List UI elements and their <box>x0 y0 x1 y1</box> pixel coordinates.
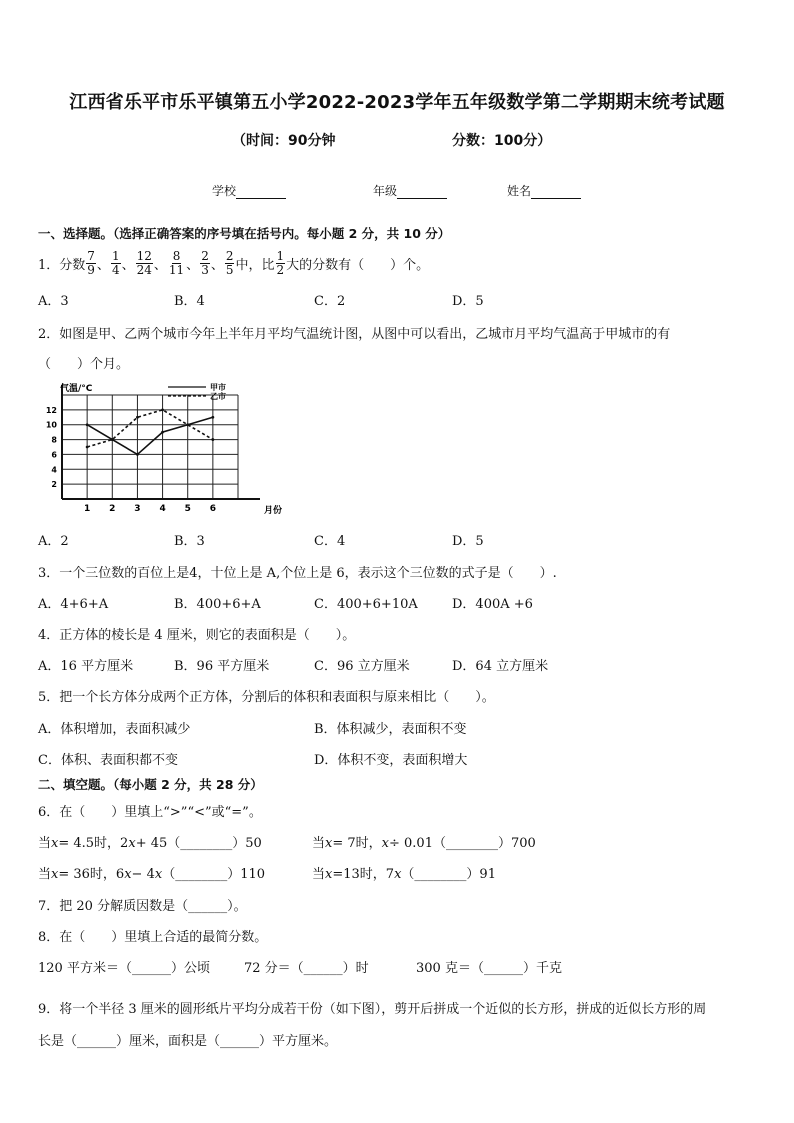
q4-option-b[interactable]: B．96 平方厘米 <box>174 659 270 674</box>
q4-option-a[interactable]: A．16 平方厘米 <box>38 659 134 674</box>
exam-time: （时间：90分钟 <box>232 133 336 149</box>
fraction: $\frac{8}{11}$ <box>168 248 185 277</box>
y-tick-label: 4 <box>51 465 57 475</box>
q8-item-1[interactable]: 120 平方米＝（______）公顷 <box>38 961 210 976</box>
q6-item-2[interactable]: 当x= 7时，x÷ 0.01（________）700 <box>312 836 536 851</box>
x-tick-label: 6 <box>209 504 216 514</box>
q5-option-a[interactable]: A．体积增加，表面积减少 <box>38 722 191 737</box>
exam-score: 分数：100分） <box>452 133 552 149</box>
temperature-line-chart <box>38 381 298 521</box>
data-point <box>161 431 164 434</box>
q6-item-1[interactable]: 当x= 4.5时，2x+ 45（________）50 <box>38 836 262 851</box>
question-2-cont: （ ）个月。 <box>38 357 130 372</box>
q4-option-d[interactable]: D．64 立方厘米 <box>452 659 549 674</box>
data-point <box>86 446 89 449</box>
question-5: 5．把一个长方体分成两个正方体，分割后的体积和表面积与原来相比（ ）。 <box>38 690 495 705</box>
question-4: 4．正方体的棱长是 4 厘米，则它的表面积是（ ）。 <box>38 628 356 643</box>
question-1: 1．分数 $\frac{7}{9}$ 、 $\frac{1}{4}$ 、 $\frac{12}{24}$ 、 $\frac{8}{11}$ 、 $\frac{2}{3}$ 、 $\frac{2}{5}$ 中，比 $\frac{1}{2}$ 大的分数有（ ）个。 <box>38 248 430 277</box>
data-point <box>161 408 164 411</box>
reference-fraction: $\frac{1}{2}$ <box>276 248 285 277</box>
school-field[interactable] <box>212 182 286 199</box>
q3-option-c[interactable]: C．400+6+10A <box>314 597 418 612</box>
series-line <box>87 410 213 447</box>
y-tick-label: 6 <box>51 450 57 460</box>
data-point <box>111 438 114 441</box>
fraction: $\frac{1}{4}$ <box>111 248 120 277</box>
x-tick-label: 5 <box>184 504 191 514</box>
exam-title: 江西省乐平市乐平镇第五小学2022-2023学年五年级数学第二学期期末统考试题 <box>69 92 725 113</box>
q5-option-b[interactable]: B．体积减少，表面积不变 <box>314 722 467 737</box>
grade-label: 年级 <box>373 184 398 198</box>
name-field[interactable] <box>507 182 581 199</box>
q1-option-b[interactable]: B．4 <box>174 294 205 309</box>
legend-label: 甲市 <box>210 383 226 392</box>
section1-heading: 一、选择题。（选择正确答案的序号填在括号内。每小题 2 分，共 10 分） <box>38 226 451 241</box>
name-label: 姓名 <box>507 184 532 198</box>
data-point <box>211 416 214 419</box>
y-tick-label: 12 <box>45 405 57 415</box>
fraction: $\frac{2}{5}$ <box>225 248 234 277</box>
q2-option-a[interactable]: A．2 <box>38 534 69 549</box>
q1-option-c[interactable]: C．2 <box>314 294 346 309</box>
q3-option-d[interactable]: D．400A +6 <box>452 597 533 612</box>
q1-option-a[interactable]: A．3 <box>38 294 69 309</box>
q1-option-d[interactable]: D．5 <box>452 294 484 309</box>
q3-option-b[interactable]: B．400+6+A <box>174 597 261 612</box>
q8-item-3[interactable]: 300 克＝（______）千克 <box>416 961 562 976</box>
grade-field[interactable] <box>373 182 447 199</box>
q5-option-c[interactable]: C．体积、表面积都不变 <box>38 753 178 768</box>
q3-option-a[interactable]: A．4+6+A <box>38 597 109 612</box>
school-label: 学校 <box>212 184 237 198</box>
data-point <box>136 416 139 419</box>
y-tick-label: 10 <box>45 420 57 430</box>
q2-option-d[interactable]: D．5 <box>452 534 484 549</box>
question-3: 3．一个三位数的百位上是4，十位上是 A,个位上是 6，表示这个三位数的式子是（ ）. <box>38 566 557 581</box>
x-tick-label: 3 <box>134 504 141 514</box>
q6-item-4[interactable]: 当x=13时，7x（________）91 <box>312 867 496 882</box>
q4-option-c[interactable]: C．96 立方厘米 <box>314 659 410 674</box>
q5-option-d[interactable]: D．体积不变，表面积增大 <box>314 753 468 768</box>
question-9-cont[interactable]: 长是（______）厘米，面积是（______）平方厘米。 <box>38 1034 338 1049</box>
question-9: 9．将一个半径 3 厘米的圆形纸片平均分成若干份（如下图），剪开后拼成一个近似的长方形，拼成的近似长方形的周 <box>38 1002 707 1017</box>
x-axis-label: 月份 <box>264 506 283 516</box>
data-point <box>86 423 89 426</box>
fraction: $\frac{12}{24}$ <box>136 248 152 277</box>
question-6: 6．在（ ）里填上“>”“<”或“=”。 <box>38 805 262 820</box>
fraction: $\frac{2}{3}$ <box>201 248 209 277</box>
y-tick-label: 8 <box>51 435 57 445</box>
q8-item-2[interactable]: 72 分＝（______）时 <box>244 961 369 976</box>
series-line <box>87 417 213 454</box>
question-8: 8．在（ ）里填上合适的最简分数。 <box>38 930 268 945</box>
q2-option-c[interactable]: C．4 <box>314 534 346 549</box>
y-tick-label: 2 <box>51 480 57 490</box>
x-tick-label: 4 <box>159 504 166 514</box>
fraction: $\frac{7}{9}$ <box>87 248 95 277</box>
y-axis-label: 气温/°C <box>60 384 93 394</box>
question-2: 2．如图是甲、乙两个城市今年上半年月平均气温统计图，从图中可以看出，乙城市月平均气温高于甲城市的有 <box>38 327 671 342</box>
data-point <box>136 453 139 456</box>
q2-option-b[interactable]: B．3 <box>174 534 205 549</box>
x-tick-label: 1 <box>84 504 91 514</box>
legend-label: 乙市 <box>210 392 226 401</box>
data-point <box>186 423 189 426</box>
x-tick-label: 2 <box>109 504 116 514</box>
question-7[interactable]: 7．把 20 分解质因数是（______）。 <box>38 899 247 914</box>
section2-heading: 二、填空题。（每小题 2 分，共 28 分） <box>38 777 263 792</box>
q6-item-3[interactable]: 当x= 36时，6x− 4x（________）110 <box>38 867 266 882</box>
data-point <box>211 438 214 441</box>
